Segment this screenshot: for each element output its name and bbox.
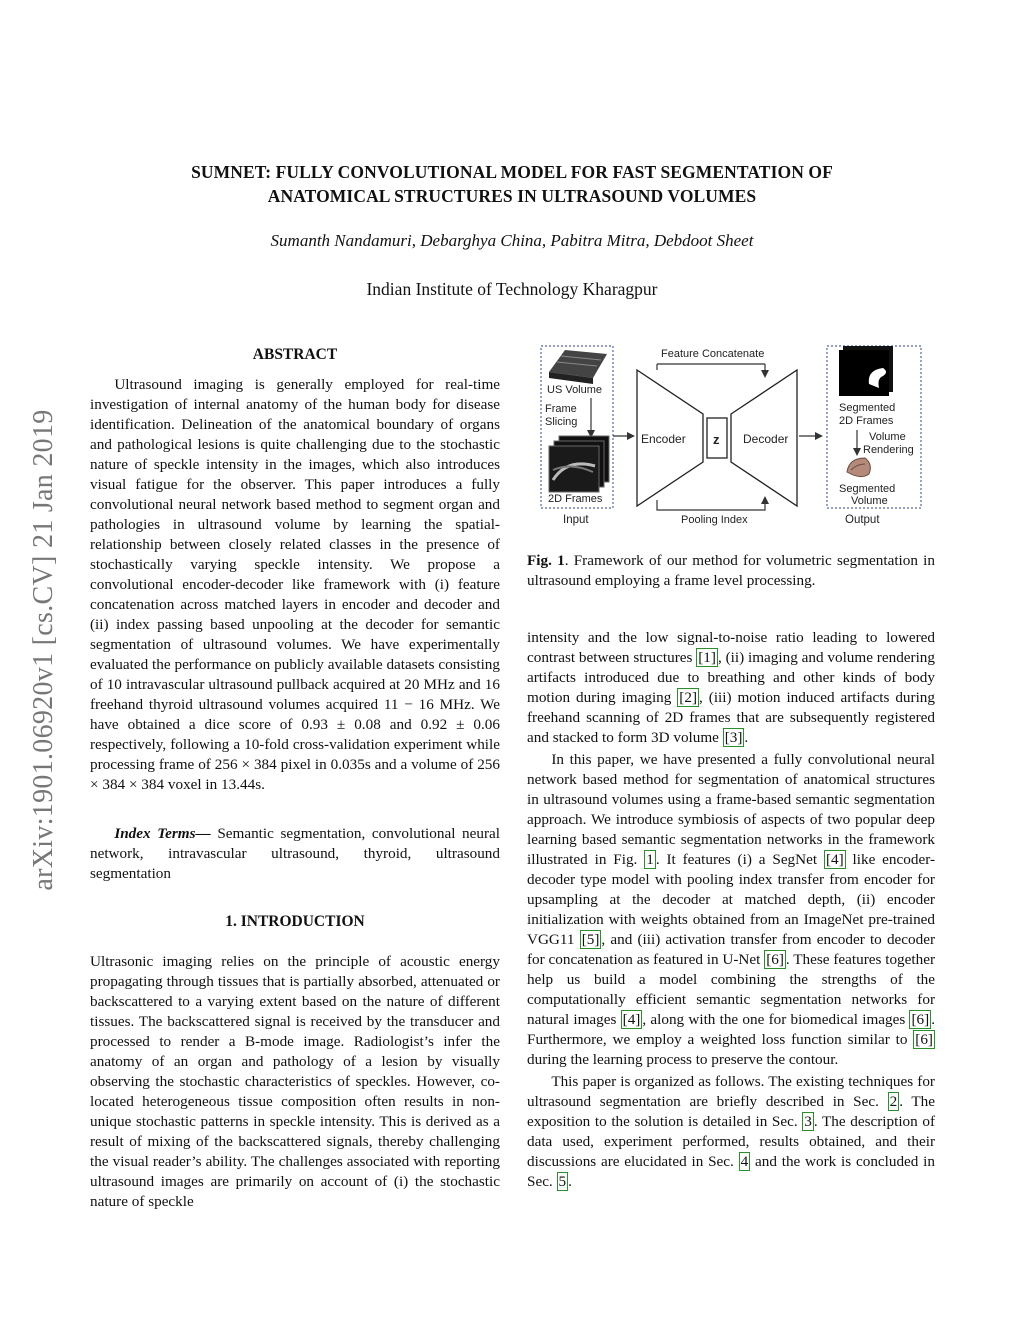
figure-1	[527, 342, 935, 532]
abstract-heading: ABSTRACT	[252, 346, 338, 363]
segmented-volume-icon	[847, 458, 870, 477]
volume-rendering-label-2: Rendering	[863, 444, 914, 456]
latent-z-label: z	[713, 432, 720, 447]
us-volume-label: US Volume	[547, 384, 603, 396]
citation-link[interactable]: [4]	[825, 851, 844, 868]
input-label: Input	[563, 514, 589, 526]
title-line-2: ANATOMICAL STRUCTURES IN ULTRASOUND VOLUMES	[267, 186, 757, 206]
paper-title	[90, 160, 934, 208]
intro-paragraph-4: This paper is organized as follows. The existing techniques for ultrasound segmentation are briefly described in Sec. 2 . The exposition to the solution is detailed in Sec. 3 . The description of data used, experiment performed, results obtained, and their discussions are elucidated in Sec. 4 and the work is concluded in Sec. 5 .	[527, 1073, 935, 1190]
section-link[interactable]: 2	[889, 1093, 898, 1110]
citation-link[interactable]: [6]	[915, 1031, 933, 1048]
citation-link[interactable]: [6]	[766, 951, 784, 968]
introduction-heading: 1. INTRODUCTION	[225, 913, 365, 930]
arxiv-sidebar	[28, 360, 60, 940]
authors: Sumanth Nandamuri, Debarghya China, Pabitra Mitra, Debdoot Sheet	[270, 231, 754, 250]
pooling-index-label: Pooling Index	[681, 514, 748, 526]
section-link[interactable]: 3	[804, 1113, 812, 1130]
index-terms	[90, 824, 500, 884]
abstract-text: Ultrasound imaging is generally employed for real-time investigation of internal anatomy of the human body for disease identification. Delineation of the anatomical boundary of organs and pathological lesions is quite challenging due to the stochastic nature of speckle intensity in the images, which also introduces visual fatigue for the observer. This paper introduces a fully convolutional neural network based method to segment organ and pathologies in ultrasound volume by learning the spatial-relationship between closely related classes in the presence of stochastically varying speckle intensity. We propose a convolutional encoder-decoder like framework with (i) feature concatenation across matched layers in encoder and decoder and (ii) index passing based unpooling at the decoder for semantic segmentation of ultrasound volumes. We have experimentally evaluated the performance on publicly available datasets consisting of 10 intravascular ultrasound pullback acquired at 20 MHz and 16 freehand thyroid ultrasound volumes acquired 11 − 16 MHz. We have obtained a dice score of 0.93 ± 0.08 and 0.92 ± 0.06 respectively, following a 10-fold cross-validation experiment while processing frame of 256 × 384 pixel in 0.035s and a volume of 256 × 384 × 384 voxel in 13.44s.	[90, 376, 500, 793]
segmented-volume-label-2: Volume	[851, 495, 888, 507]
framework-diagram	[527, 342, 935, 532]
intro-paragraph-3: In this paper, we have presented a fully convolutional neural network based method for segmentation of anatomical structures in ultrasound volumes using a frame-based semantic segmentation approach. We introduce symbiosis of aspects of two popular deep learning based semantic segmentation networks in the framework illustrated in Fig. 1 . It features (i) a SegNet [4] like encoder-decoder type model with pooling index transfer from encoder for upsampling at the decoder at matched depth, (ii) encoder initialization with weights obtained from an ImageNet pre-trained VGG11 [5] , and (iii) activation transfer from encoder to decoder for concatenation as featured in U-Net [6] . These features together help us build a model combining the strengths of the computationally efficient semantic segmentation networks for natural images [4] , along with the one for biomedical images [6] . Furthermore, we employ a weighted loss function similar to [6] during the learning process to preserve the contour.	[527, 751, 936, 1068]
citation-link[interactable]: [1]	[698, 649, 716, 666]
arxiv-identifier: arXiv:1901.06920v1 [cs.CV] 21 Jan 2019	[28, 409, 59, 891]
affiliation: Indian Institute of Technology Kharagpur	[366, 279, 658, 299]
volume-rendering-label-1: Volume	[869, 431, 906, 443]
figure-link[interactable]: 1	[646, 851, 654, 868]
intro-text-1: Ultrasonic imaging relies on the principle of acoustic energy propagating through tissues that is partially absorbed, attenuated or backscattered to a varying extent based on the nature of different tissues. The backscattered signal is received by the transducer and processed to render a B-mode image. Radiologist’s infer the anatomy of an organ and pathology of a lesion by visually observing the stochastic characteristics of speckles. However, co-located heterogeneous tissue composition often results in non-unique stochastic patterns in speckle intensity. This is derived as a result of mixing of the backscattered signals, thereby challenging the visual reader’s ability. The challenges associated with reporting ultrasound images are primarily on account of (i) the stochastic nature of speckle	[90, 953, 500, 1210]
citation-link[interactable]: [6]	[911, 1011, 930, 1028]
index-terms-text: Semantic segmentation, convolutional neural network, intravascular ultrasound, thyroid, ultrasound segmentation	[90, 825, 500, 882]
segmented-frames-icon	[839, 346, 893, 396]
segmented-frames-label-1: Segmented	[839, 402, 896, 414]
title-line-1: SUMNET: FULLY CONVOLUTIONAL MODEL FOR FAST SEGMENTATION OF	[191, 162, 833, 182]
citation-link[interactable]: [2]	[679, 689, 698, 706]
index-terms-label: Index Terms—	[114, 825, 211, 842]
encoder-label: Encoder	[641, 432, 686, 446]
citation-link[interactable]: [5]	[581, 931, 600, 948]
abstract-body	[90, 375, 500, 795]
section-link[interactable]: 4	[740, 1153, 749, 1170]
frame-slicing-label-1: Frame	[545, 403, 577, 415]
output-label: Output	[845, 514, 880, 526]
us-volume-icon	[549, 350, 607, 384]
intro-paragraph-2: intensity and the low signal-to-noise ratio leading to lowered contrast between structures [1] , (ii) imaging and volume rendering artifacts introduced due to breathing and other kinds of body motion during imaging [2] , (iii) motion induced artifacts during freehand scanning of 2D frames that are subsequently registered and stacked to form 3D volume [3] .	[527, 629, 935, 746]
section-link[interactable]: 5	[558, 1173, 567, 1190]
figure-1-caption	[527, 551, 935, 591]
segmented-volume-label-1: Segmented	[839, 483, 896, 495]
decoder-label: Decoder	[743, 432, 789, 446]
intro-paragraph-1	[90, 952, 500, 1212]
right-column-body	[527, 628, 935, 1192]
frames-2d-stack	[549, 436, 609, 492]
citation-link[interactable]: [4]	[622, 1011, 641, 1028]
frame-slicing-label-2: Slicing	[545, 416, 578, 428]
citation-link[interactable]: [3]	[724, 729, 743, 746]
frames-2d-label: 2D Frames	[548, 493, 603, 505]
feature-concatenate-label: Feature Concatenate	[661, 348, 765, 360]
figure-caption-label: Fig. 1	[527, 552, 565, 569]
segmented-frames-label-2: 2D Frames	[839, 415, 894, 427]
figure-caption-text: . Framework of our method for volumetric segmentation in ultrasound employing a frame level processing.	[527, 552, 935, 589]
